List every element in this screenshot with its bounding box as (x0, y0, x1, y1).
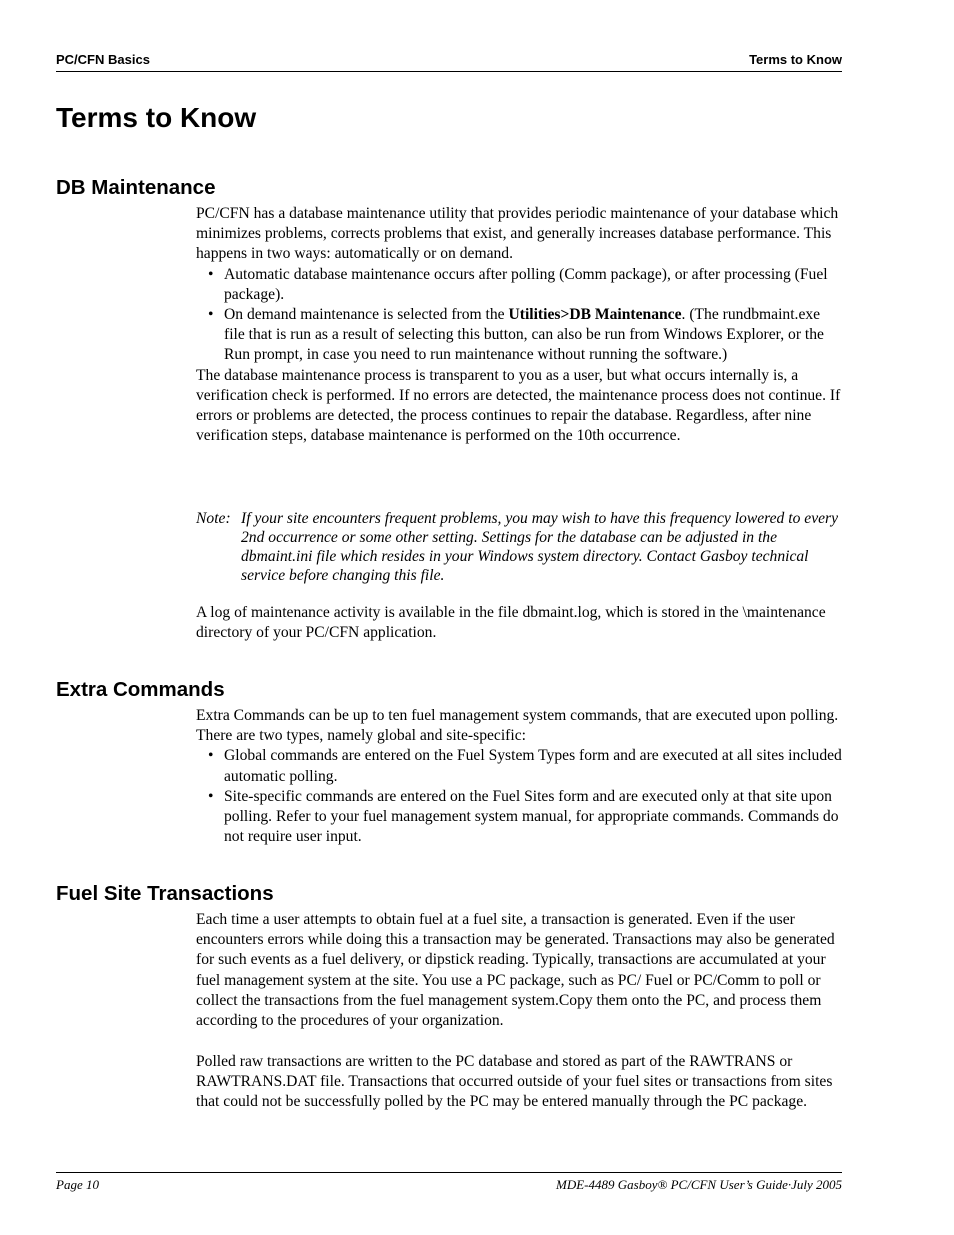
list-item-text: Automatic database maintenance occurs after polling (Comm package), or after processing (Fuel package). (224, 265, 828, 303)
fuel-site-transactions-heading: Fuel Site Transactions (56, 882, 274, 905)
fuel-transactions-paragraph-2: Polled raw transactions are written to the PC database and stored as part of the RAWTRANS or RAWTRANS.DAT file. Transactions that occurred outside of your fuel sites or transactions from sites that could not be successfully polled by the PC may be entered manually through the PC package. (196, 1053, 833, 1111)
page-title: Terms to Know (56, 102, 257, 133)
bullet-icon: • (208, 787, 214, 805)
header-chapter-name: Terms to Know (749, 52, 842, 67)
note-text: If your site encounters frequent problems, you may wish to have this frequency lowered to every 2nd occurrence or some other setting. Settings for the database can be adjusted in the dbmaint.ini file which resides in your Windows system directory. Contact Gasboy technical service before changing this file. (241, 510, 839, 584)
bullet-icon: • (208, 265, 214, 283)
header-section-name: PC/CFN Basics (56, 52, 150, 67)
extra-commands-body (196, 706, 842, 847)
list-item-text-pre: On demand maintenance is selected from the (224, 306, 509, 324)
list-item-text: Site-specific commands are entered on the Fuel Sites form and are executed only at that site upon polling. Refer to your fuel management system manual, for appropriate commands. Commands do not require user input. (224, 787, 839, 846)
document-id: MDE-4489 Gasboy® PC/CFN User’s Guide·July 2005 (556, 1177, 842, 1192)
list-item (196, 746, 842, 786)
extra-commands-heading: Extra Commands (56, 678, 225, 701)
bullet-icon: • (208, 747, 214, 765)
db-log-paragraph-block (196, 603, 842, 643)
list-item (196, 265, 842, 305)
note-label: Note: (196, 510, 231, 527)
fuel-transactions-para2-block (196, 1052, 842, 1113)
db-log-paragraph: A log of maintenance activity is available in the file dbmaint.log, which is stored in the \maintenance directory of your PC/CFN application. (196, 604, 826, 642)
db-maintenance-body (196, 204, 842, 446)
list-item-text: Global commands are entered on the Fuel System Types form and are executed at all sites included automatic polling. (224, 747, 842, 785)
fuel-transactions-para1-block (196, 910, 842, 1031)
db-process-paragraph: The database maintenance process is transparent to you as a user, but what occurs internally is, a verification check is performed. If no errors are detected, the maintenance process does not continue. If errors or problems are detected, the process continues to repair the database. Regardless, after nine verification steps, database maintenance is performed on the 10th occurrence. (196, 366, 841, 445)
bullet-icon: • (208, 306, 214, 324)
list-item (196, 305, 842, 366)
db-bullet-list (196, 265, 842, 366)
list-item (196, 787, 842, 848)
db-note (196, 509, 842, 585)
menu-path: Utilities>DB Maintenance (508, 306, 682, 324)
page-number: Page 10 (56, 1177, 99, 1192)
fuel-transactions-paragraph-1: Each time a user attempts to obtain fuel at a fuel site, a transaction is generated. Even if the user encounters errors while doing this a transaction may be generated. Transactions may also be generated for such events as a fuel delivery, or dipstick reading. Typically, transactions are accumulated at your fuel management system at the site. You use a PC package, such as PC/ Fuel or PC/Comm to poll or collect the transactions from the fuel management system.Copy them onto the PC, and process them according to the procedures of your organization. (196, 911, 835, 1030)
extra-bullet-list (196, 746, 842, 847)
db-maintenance-heading: DB Maintenance (56, 176, 216, 199)
db-intro-paragraph: PC/CFN has a database maintenance utility that provides periodic maintenance of your database which minimizes problems, corrects problems that exist, and generally increases database performance. This happens in two ways: automatically or on demand. (196, 205, 839, 263)
running-header (56, 52, 842, 72)
list-item-text-post: . (The rundbmaint.exe file that is run as a result of selecting this button, can also be run from Windows Explorer, or the Run prompt, in case you need to run maintenance without running the software.) (224, 306, 824, 364)
extra-intro-paragraph: Extra Commands can be up to ten fuel management system commands, that are executed upon polling. There are two types, namely global and site-specific: (196, 707, 839, 745)
running-footer (56, 1172, 842, 1193)
